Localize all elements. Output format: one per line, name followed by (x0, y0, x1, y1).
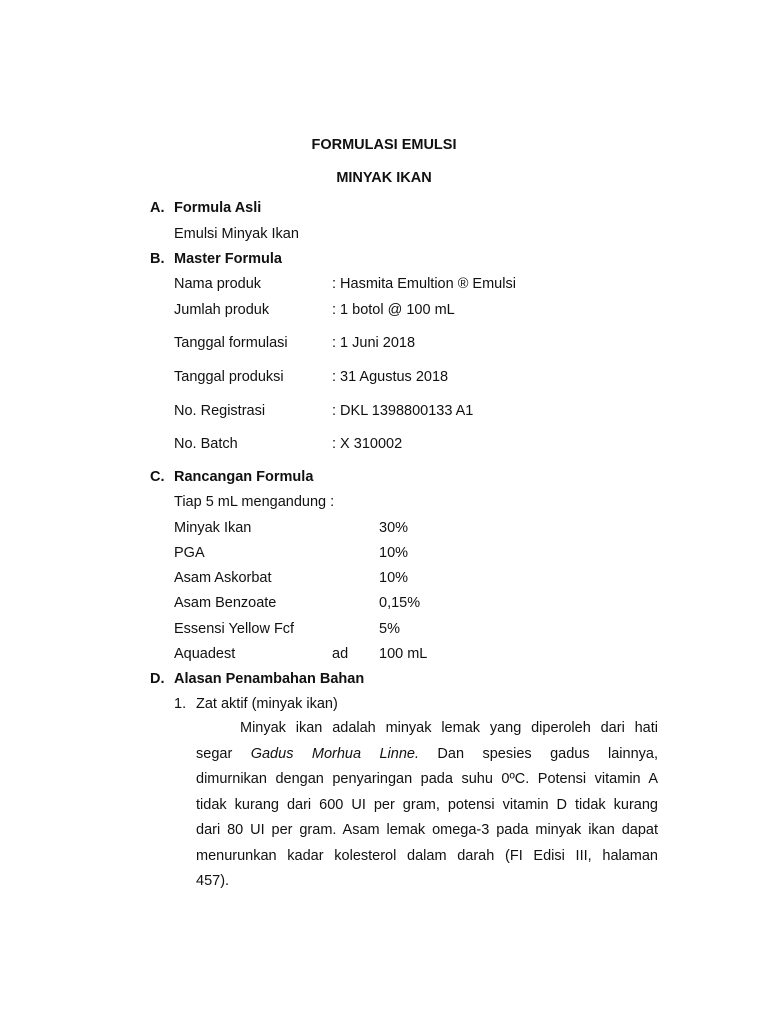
master-formula-value: : Hasmita Emultion ® Emulsi (332, 276, 516, 292)
master-formula-value: : DKL 1398800133 A1 (332, 403, 474, 419)
section-b-heading: Master Formula (174, 251, 282, 267)
ingredient-name: Aquadest (174, 646, 236, 662)
master-formula-label: Tanggal produksi (174, 369, 284, 385)
paragraph-text: Minyak ikan adalah minyak lemak yang diperoleh dari hati (240, 720, 658, 736)
ingredient-amount: 10% (379, 570, 409, 586)
paragraph-line: tidak kurang dari 600 UI per gram, potensi vitamin D tidak kurang (196, 796, 658, 813)
master-formula-value: : X 310002 (332, 436, 403, 452)
ingredient-name: Asam Benzoate (174, 595, 277, 611)
ingredient-name: Essensi Yellow Fcf (174, 621, 295, 637)
paragraph-text: Dan spesies gadus lainnya, (419, 745, 658, 762)
paragraph-line (196, 742, 658, 768)
ingredient-qualifier: ad (332, 646, 349, 662)
ingredient-amount: 10% (379, 545, 409, 561)
section-c-intro: Tiap 5 mL mengandung : (174, 494, 335, 510)
section-a-letter: A. (150, 200, 165, 216)
ingredient-amount: 5% (379, 621, 400, 637)
paragraph-line: menurunkan kadar kolesterol dalam darah (FI Edisi III, halaman (196, 847, 658, 864)
section-c-heading: Rancangan Formula (174, 469, 314, 485)
master-formula-value: : 1 Juni 2018 (332, 335, 416, 351)
master-formula-label: No. Registrasi (174, 403, 266, 419)
ingredient-amount: 0,15% (379, 595, 421, 611)
ingredient-amount: 30% (379, 520, 409, 536)
list-item-number: 1. (174, 696, 187, 712)
list-item-label: Zat aktif (minyak ikan) (196, 696, 338, 712)
master-formula-value: : 1 botol @ 100 mL (332, 302, 455, 318)
section-c-letter: C. (150, 469, 165, 485)
paragraph-line: 457). (196, 873, 230, 889)
document-subtitle: MINYAK IKAN (336, 170, 432, 186)
master-formula-label: Nama produk (174, 276, 262, 292)
ingredient-name: Asam Askorbat (174, 570, 272, 586)
master-formula-label: Tanggal formulasi (174, 335, 288, 351)
section-d-letter: D. (150, 671, 165, 687)
master-formula-label: Jumlah produk (174, 302, 270, 318)
section-d-heading: Alasan Penambahan Bahan (174, 671, 365, 687)
species-name: Gadus Morhua Linne. (250, 745, 419, 762)
paragraph-text: segar (196, 745, 251, 762)
paragraph-line: dimurnikan dengan penyaringan pada suhu 0ºC. Potensi vitamin A (196, 771, 658, 787)
paragraph-line (196, 716, 658, 742)
document-title: FORMULASI EMULSI (311, 137, 457, 153)
master-formula-value: : 31 Agustus 2018 (332, 369, 449, 385)
explanation-paragraph (196, 716, 658, 895)
paragraph-line: dari 80 UI per gram. Asam lemak omega-3 pada minyak ikan dapat (196, 822, 658, 838)
ingredient-name: PGA (174, 545, 205, 561)
section-b-letter: B. (150, 251, 165, 267)
ingredient-amount: 100 mL (379, 646, 428, 662)
section-a-heading: Formula Asli (174, 200, 262, 216)
section-a-text: Emulsi Minyak Ikan (174, 226, 299, 242)
master-formula-label: No. Batch (174, 436, 238, 452)
ingredient-name: Minyak Ikan (174, 520, 252, 536)
